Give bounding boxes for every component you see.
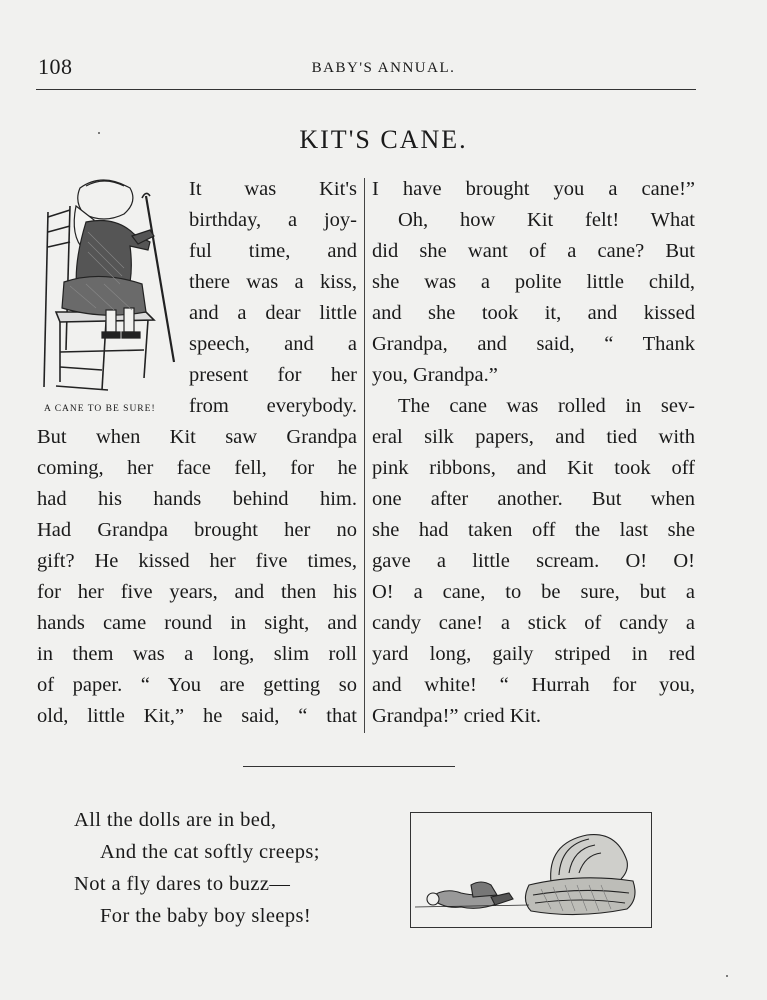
text-line: in them was a long, slim roll (37, 643, 357, 665)
cradle-drawing (411, 813, 651, 927)
text-line: she was a polite little child, (372, 271, 695, 293)
text-line: one after another. But when (372, 488, 695, 510)
text-line: candy cane! a stick of candy a (372, 612, 695, 634)
text-line: of paper. “ You are getting so (37, 674, 357, 696)
column-divider (364, 178, 365, 733)
poem-line: All the dolls are in bed, (74, 809, 277, 831)
text-line: hands came round in sight, and (37, 612, 357, 634)
text-line: coming, her face fell, for he (37, 457, 357, 479)
section-rule (243, 766, 455, 767)
text-line: gave a little scream. O! O! (372, 550, 695, 572)
text-line: speech, and a (189, 333, 357, 355)
illustration-caption: A CANE TO BE SURE! (44, 404, 156, 414)
text-line: Had Grandpa brought her no (37, 519, 357, 541)
text-line: gift? He kissed her five times, (37, 550, 357, 572)
text-line: present for her (189, 364, 357, 386)
text-line: for her five years, and then his (37, 581, 357, 603)
text-line: I have brought you a cane!” (372, 178, 695, 200)
text-line: Grandpa!” cried Kit. (372, 705, 542, 727)
page-number: 108 (38, 54, 73, 79)
text-line: It was Kit's (189, 178, 357, 200)
text-line: Grandpa, and said, “ Thank (372, 333, 695, 355)
text-line: O! a cane, to be sure, but a (372, 581, 695, 603)
text-line: pink ribbons, and Kit took off (372, 457, 695, 479)
poem-line: And the cat softly creeps; (100, 841, 320, 863)
poem-line: For the baby boy sleeps! (100, 905, 312, 927)
running-head: BABY'S ANNUAL. (311, 60, 456, 76)
story-column-right (372, 174, 695, 732)
poem (74, 804, 320, 932)
speck (98, 132, 100, 134)
text-line: Oh, how Kit felt! What (398, 209, 695, 231)
text-line: old, little Kit,” he said, “ that (37, 705, 357, 727)
story-column-left (37, 174, 357, 732)
text-line: had his hands behind him. (37, 488, 357, 510)
text-line: she had taken off the last she (372, 519, 695, 541)
text-line: you, Grandpa.” (372, 364, 498, 386)
text-line: and white! “ Hurrah for you, (372, 674, 695, 696)
text-line: and she took it, and kissed (372, 302, 695, 324)
text-line: ful time, and (189, 240, 357, 262)
poem-line: Not a fly dares to buzz— (74, 873, 291, 895)
text-line: did she want of a cane? But (372, 240, 695, 262)
text-line: there was a kiss, (189, 271, 357, 293)
story-title: KIT'S CANE. (299, 125, 468, 154)
text-line: from everybody. (189, 395, 357, 417)
text-line: But when Kit saw Grandpa (37, 426, 357, 448)
text-line: yard long, gaily striped in red (372, 643, 695, 665)
cradle-illustration (410, 812, 652, 928)
speck (726, 975, 728, 977)
text-line: birthday, a joy- (189, 209, 357, 231)
header-rule (36, 89, 696, 90)
text-line: and a dear little (189, 302, 357, 324)
text-line: The cane was rolled in sev- (398, 395, 695, 417)
text-line: eral silk papers, and tied with (372, 426, 695, 448)
